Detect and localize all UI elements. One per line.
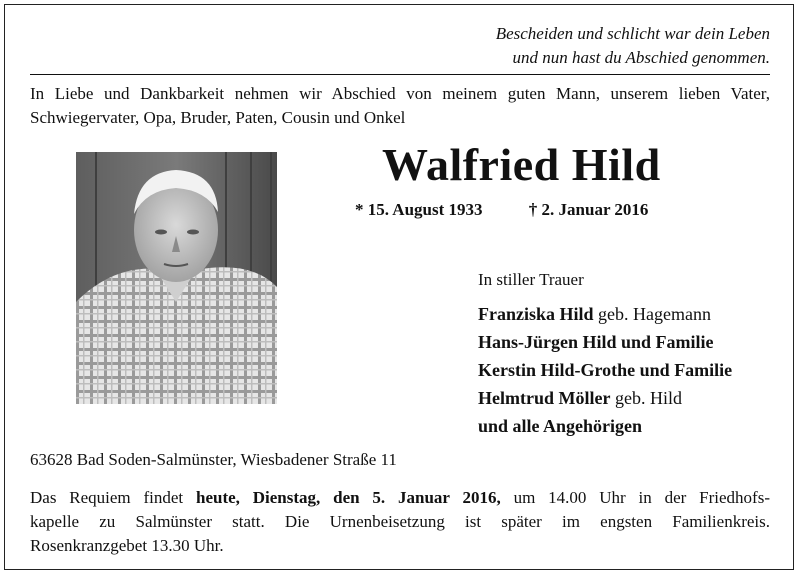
mourner-list xyxy=(478,300,732,440)
mourner-name: Hans-Jürgen Hild und Familie xyxy=(478,332,714,352)
notice-date-emphasis: heute, Dienstag, den 5. Januar 2016, xyxy=(196,488,501,507)
mourner-item xyxy=(478,412,732,440)
notice-line-1 xyxy=(30,486,770,510)
mourner-suffix: geb. Hagemann xyxy=(598,304,711,324)
motto-line-1: Bescheiden und schlicht war dein Leben xyxy=(495,24,770,43)
requiem-notice xyxy=(30,486,770,558)
mourner-name: Helmtrud Möller xyxy=(478,388,611,408)
mourner-name: und alle Angehörigen xyxy=(478,416,643,436)
death-date: † 2. Januar 2016 xyxy=(528,200,649,219)
mourner-name: Franziska Hild xyxy=(478,304,594,324)
notice-line-3: Rosenkranzgebet 13.30 Uhr. xyxy=(30,536,224,555)
mourning-intro: In stiller Trauer xyxy=(478,270,584,289)
divider-rule xyxy=(30,74,770,75)
mourner-item xyxy=(478,356,732,384)
intro-text: In Liebe und Dankbarkeit nehmen wir Abschied von meinem guten Mann, unserem lieben Vater, Schwiegervater, Opa, Bruder, Paten, Cousin und Onkel xyxy=(30,84,770,127)
mourner-name: Kerstin Hild-Grothe und Familie xyxy=(478,360,733,380)
mourner-item xyxy=(478,384,732,412)
mourner-suffix: geb. Hild xyxy=(614,388,682,408)
notice-text: Das Requiem findet xyxy=(30,488,196,507)
mourner-item xyxy=(478,328,732,356)
notice-text: um 14.00 Uhr in der Friedhofs- xyxy=(500,488,770,507)
portrait-photo xyxy=(76,152,277,404)
motto-line-2: und nun hast du Abschied genommen. xyxy=(512,48,770,67)
deceased-name: Walfried Hild xyxy=(382,139,661,190)
life-dates xyxy=(355,200,648,220)
mourner-item xyxy=(478,300,732,328)
motto-verse xyxy=(350,22,770,70)
family-address: 63628 Bad Soden-Salmünster, Wiesbadener Straße 11 xyxy=(30,450,397,469)
birth-date: * 15. August 1933 xyxy=(355,200,483,219)
notice-line-2: kapelle zu Salmünster statt. Die Urnenbeisetzung ist später im engsten Familienkreis. xyxy=(30,512,770,531)
